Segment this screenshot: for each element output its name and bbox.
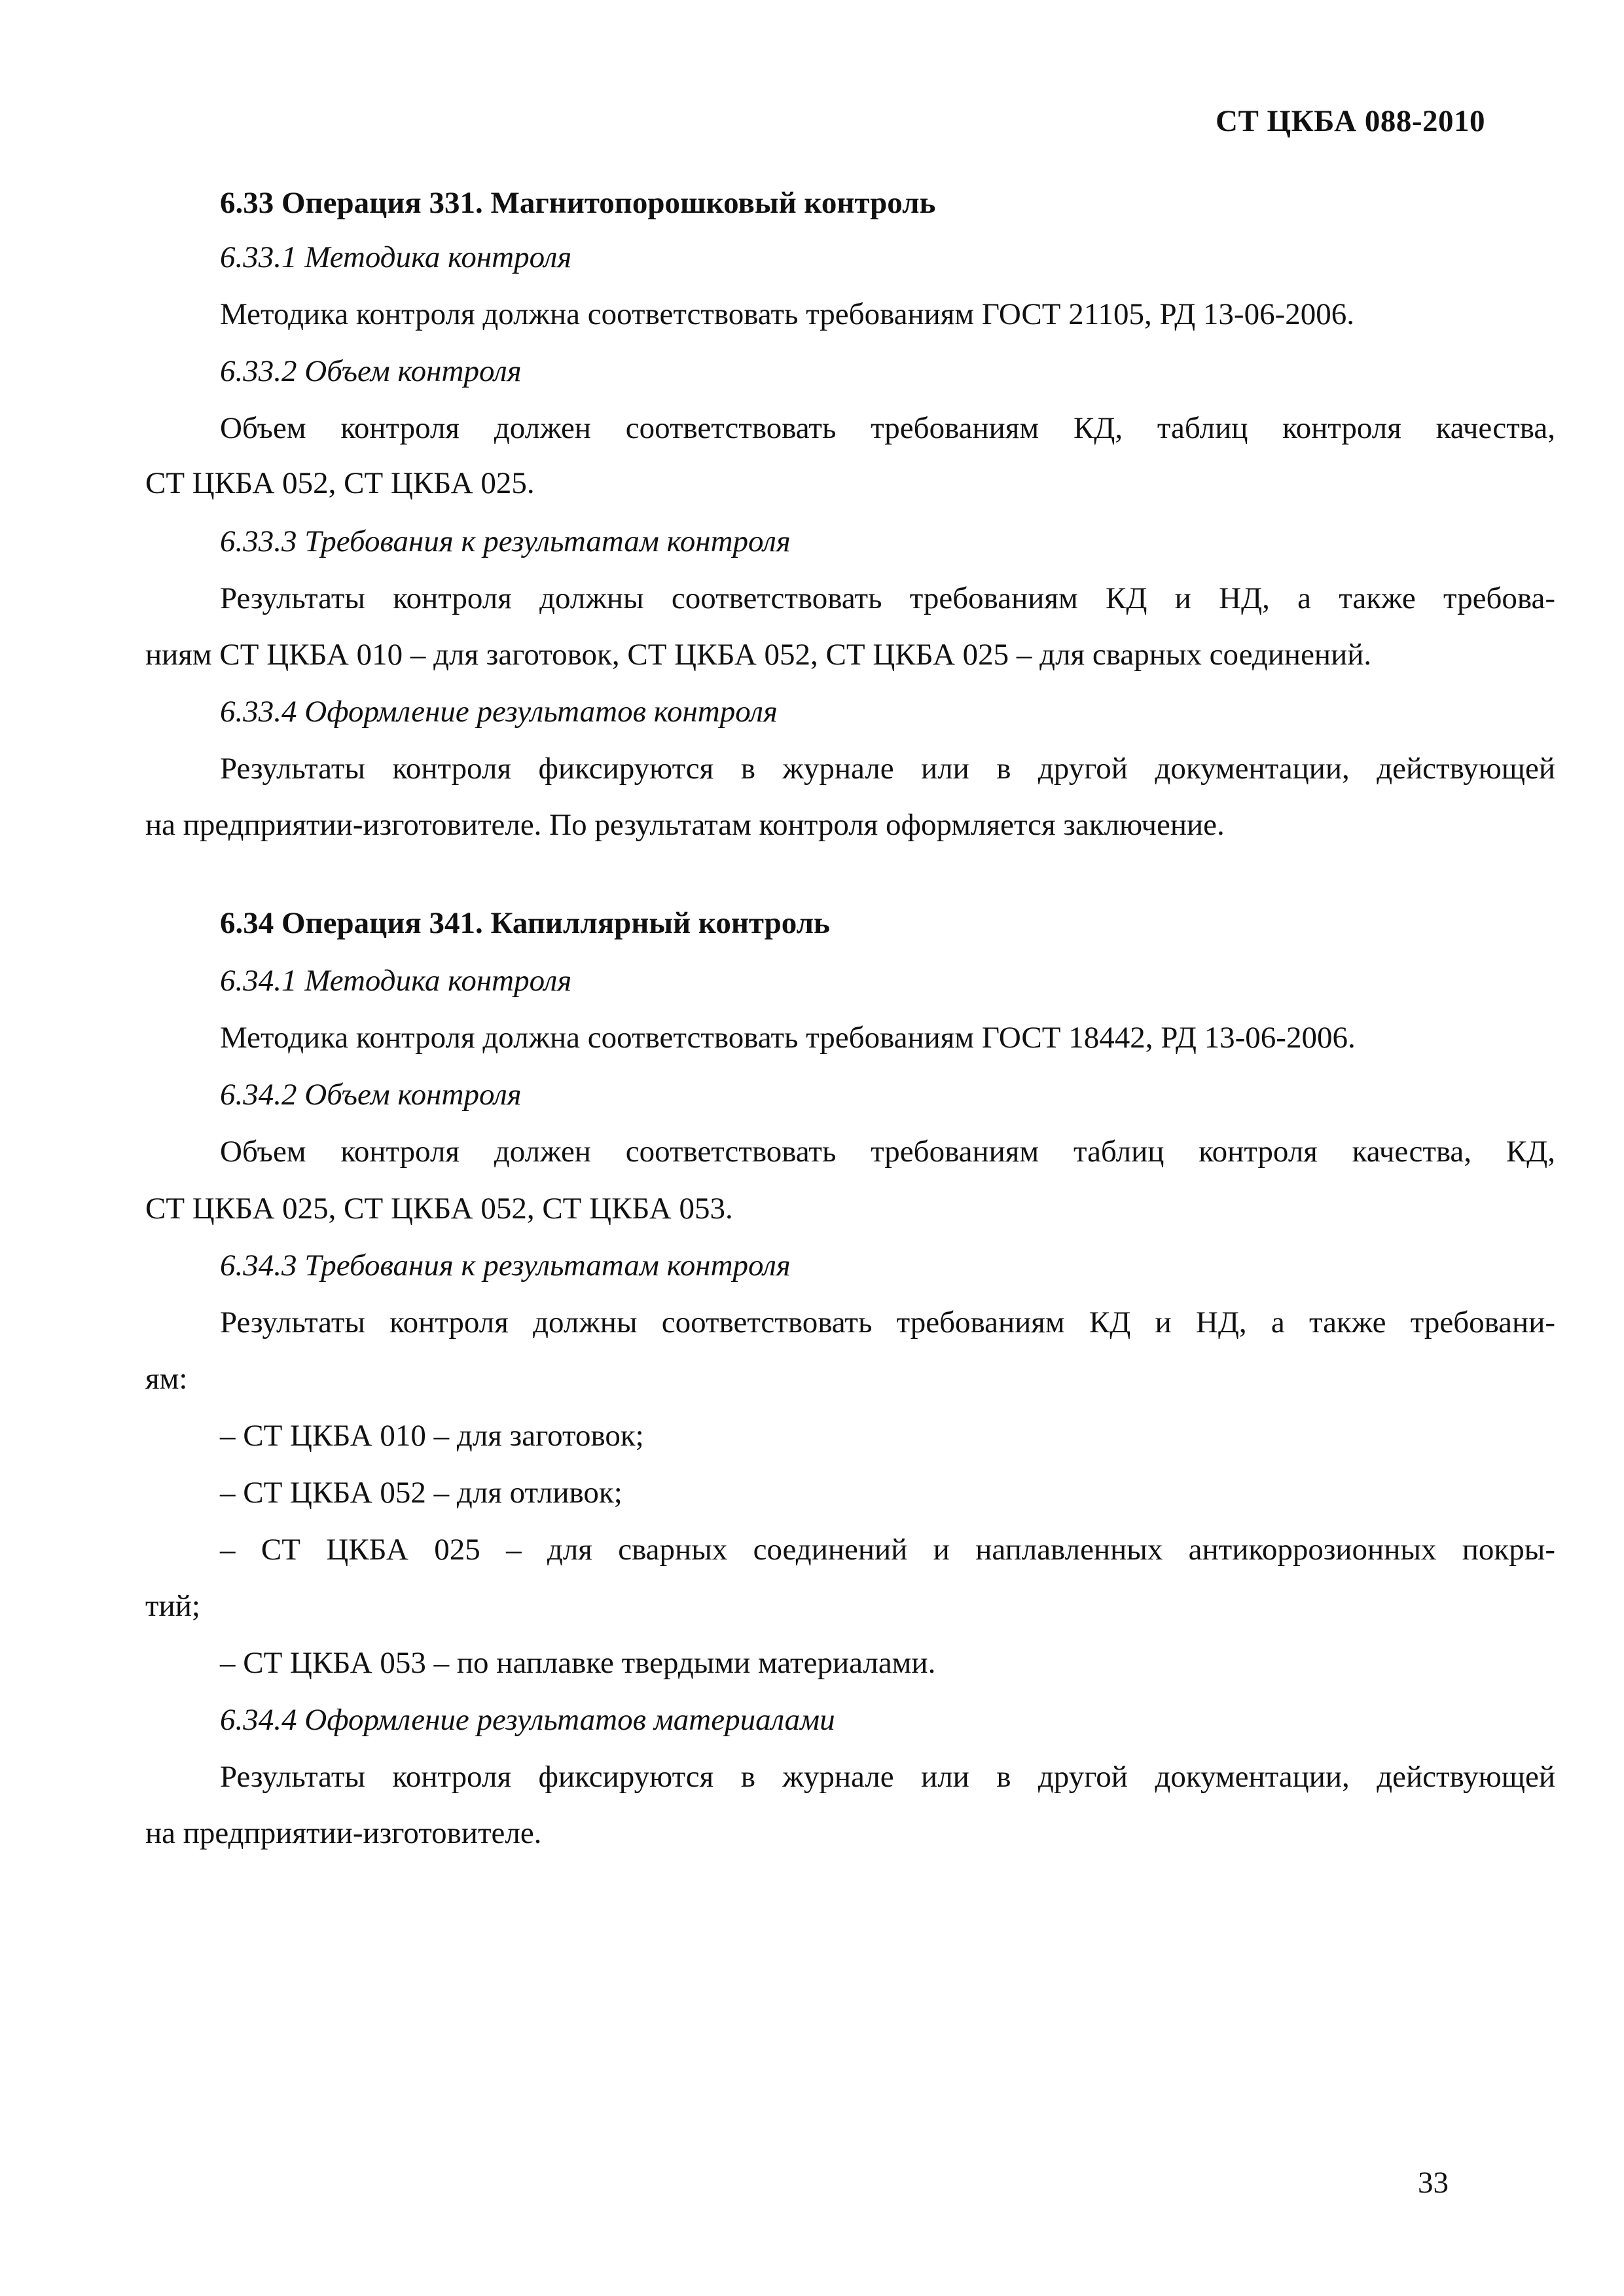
paragraph-6-34-2-line-2: СТ ЦКБА 025, СТ ЦКБА 052, СТ ЦКБА 053. bbox=[145, 1192, 733, 1226]
subsection-title-6-34-1: 6.34.1 Методика контроля bbox=[220, 964, 572, 998]
paragraph-6-33-4-line-2: на предприятии-изготовителе. По результатам контроля оформляется заключение. bbox=[145, 808, 1225, 842]
list-item: – СТ ЦКБА 025 – для сварных соединений и наплавленных антикоррозионных покры- bbox=[220, 1533, 1555, 1567]
subsection-title-6-33-3: 6.33.3 Требования к результатам контроля bbox=[220, 524, 791, 558]
subsection-title-6-34-2: 6.34.2 Объем контроля bbox=[220, 1078, 522, 1112]
document-code: СТ ЦКБА 088-2010 bbox=[1216, 104, 1485, 138]
paragraph-6-33-3-line-2: ниям СТ ЦКБА 010 – для заготовок, СТ ЦКБА 052, СТ ЦКБА 025 – для сварных соединений. bbox=[145, 638, 1372, 672]
paragraph-6-34-3-line-1: Результаты контроля должны соответствовать требованиям КД и НД, а также требовани- bbox=[220, 1305, 1555, 1339]
subsection-title-6-33-4: 6.33.4 Оформление результатов контроля bbox=[220, 695, 778, 729]
list-item: – СТ ЦКБА 010 – для заготовок; bbox=[220, 1419, 644, 1453]
section-heading-6-33: 6.33 Операция 331. Магнитопорошковый контроль bbox=[220, 186, 936, 220]
paragraph-6-34-2-line-1: Объем контроля должен соответствовать требованиям таблиц контроля качества, КД, bbox=[220, 1135, 1555, 1169]
subsection-title-6-34-4: 6.34.4 Оформление результатов материалами bbox=[220, 1703, 835, 1737]
list-item: – СТ ЦКБА 052 – для отливок; bbox=[220, 1476, 623, 1510]
paragraph-6-33-2-line-2: СТ ЦКБА 052, СТ ЦКБА 025. bbox=[145, 466, 535, 500]
paragraph-6-34-1: Методика контроля должна соответствовать требованиям ГОСТ 18442, РД 13-06-2006. bbox=[220, 1021, 1356, 1055]
paragraph-6-34-4-line-2: на предприятии-изготовителе. bbox=[145, 1816, 542, 1850]
paragraph-6-33-2-line-1: Объем контроля должен соответствовать требованиям КД, таблиц контроля качества, bbox=[220, 411, 1555, 445]
subsection-title-6-33-1: 6.33.1 Методика контроля bbox=[220, 240, 572, 274]
paragraph-6-33-3-line-1: Результаты контроля должны соответствовать требованиям КД и НД, а также требова- bbox=[220, 581, 1555, 615]
paragraph-6-34-3-line-2: ям: bbox=[145, 1362, 188, 1396]
paragraph-6-33-1: Методика контроля должна соответствовать требованиям ГОСТ 21105, РД 13-06-2006. bbox=[220, 297, 1354, 331]
list-item-continuation: тий; bbox=[145, 1589, 200, 1623]
paragraph-6-33-4-line-1: Результаты контроля фиксируются в журнале или в другой документации, действующей bbox=[220, 752, 1555, 786]
paragraph-6-34-4-line-1: Результаты контроля фиксируются в журнале или в другой документации, действующей bbox=[220, 1760, 1555, 1794]
section-heading-6-34: 6.34 Операция 341. Капиллярный контроль bbox=[220, 906, 830, 940]
list-item: – СТ ЦКБА 053 – по наплавке твердыми материалами. bbox=[220, 1646, 936, 1680]
subsection-title-6-34-3: 6.34.3 Требования к результатам контроля bbox=[220, 1248, 791, 1283]
subsection-title-6-33-2: 6.33.2 Объем контроля bbox=[220, 354, 522, 388]
page-number: 33 bbox=[1418, 2166, 1449, 2200]
